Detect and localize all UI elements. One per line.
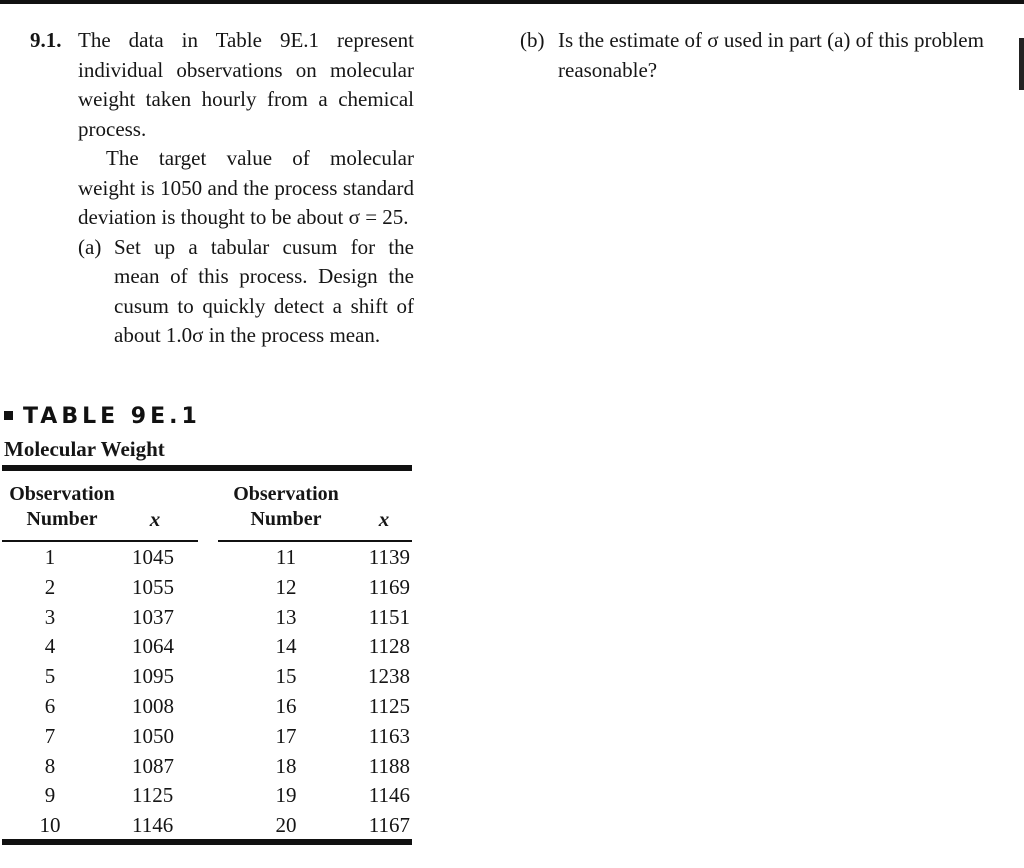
problem-paragraph-1: The data in Table 9E.1 represent individual observations on molecular weight taken hourly from a chemical process. [78, 28, 414, 141]
x-value: 1064 [132, 634, 174, 659]
header-obs-line1: Observation [9, 483, 115, 505]
observation-number: 2 [44, 574, 56, 599]
table-top-rule [2, 465, 412, 471]
x-value: 1188 [368, 753, 410, 778]
x-value: 1169 [368, 574, 410, 599]
x-value: 1087 [132, 753, 174, 778]
observation-number: 4 [44, 634, 56, 659]
observation-number: 8 [44, 753, 56, 778]
observation-number: 6 [44, 694, 56, 718]
x-value: 1128 [368, 634, 410, 659]
x-value: 1050 [132, 723, 174, 748]
x-value: 1167 [368, 813, 410, 838]
observation-number: 15 [275, 664, 297, 689]
observation-number: 11 [275, 545, 297, 569]
observation-number: 14 [275, 634, 297, 659]
problem-part-a [78, 233, 414, 351]
x-value: 1151 [368, 604, 410, 629]
observation-number: 18 [275, 753, 297, 778]
table-caption: Molecular Weight [4, 437, 165, 461]
x-value: 1045 [132, 545, 174, 569]
header-observation-number-2 [226, 482, 346, 532]
observation-number: 10 [39, 813, 61, 838]
observation-number: 17 [275, 723, 297, 748]
x-value: 1055 [132, 574, 174, 599]
part-a-label: (a) [78, 234, 102, 259]
problem-number: 9.1. [30, 28, 62, 52]
x-value: 1163 [368, 723, 410, 748]
part-b-label: (b) [520, 28, 545, 52]
table-label [4, 404, 201, 429]
observation-number: 12 [275, 574, 297, 599]
observation-number: 13 [275, 604, 297, 629]
x-value: 1037 [132, 604, 174, 629]
observation-number: 5 [44, 664, 56, 689]
problem-part-b [520, 26, 1004, 85]
part-a-text: Set up a tabular cusum for the mean of this process. Design the cusum to quickly detect a shift of about 1.0σ in the process mean. [114, 234, 414, 347]
header-x-2: x [378, 507, 390, 531]
table-bottom-rule [2, 839, 412, 845]
part-b-text: Is the estimate of σ used in part (a) of this problem reasonable? [558, 28, 984, 82]
x-value: 1146 [368, 783, 410, 808]
observation-number: 16 [275, 694, 297, 718]
x-value: 1008 [132, 694, 174, 718]
header-rule-right [218, 540, 412, 542]
x-value: 1139 [368, 545, 410, 569]
page-top-rule [0, 0, 1024, 4]
x-value: 1125 [368, 694, 410, 718]
observation-number: 3 [44, 604, 56, 629]
observation-number: 20 [275, 813, 297, 838]
header-obs-line1: Observation [233, 483, 339, 505]
x-value: 1238 [368, 664, 410, 689]
header-x-1: x [149, 507, 161, 531]
x-value: 1125 [132, 783, 174, 808]
table-label-text: TABLE 9E.1 [23, 404, 201, 429]
observation-number: 9 [44, 783, 56, 808]
observation-number: 1 [44, 545, 56, 569]
header-rule-left [2, 540, 198, 542]
observation-number: 19 [275, 783, 297, 808]
header-observation-number-1 [2, 482, 122, 532]
x-value: 1095 [132, 664, 174, 689]
x-value: 1146 [132, 813, 174, 838]
problem-paragraph-2: The target value of molecular weight is 1050 and the process standard deviation is thought to be about σ = 25. [78, 146, 414, 229]
problem-9-1 [30, 26, 414, 351]
header-obs-line2: Number [26, 508, 98, 530]
observation-number: 7 [44, 723, 56, 748]
page-edge-tab [1019, 38, 1024, 90]
header-obs-line2: Number [250, 508, 322, 530]
square-bullet-icon [4, 411, 13, 420]
